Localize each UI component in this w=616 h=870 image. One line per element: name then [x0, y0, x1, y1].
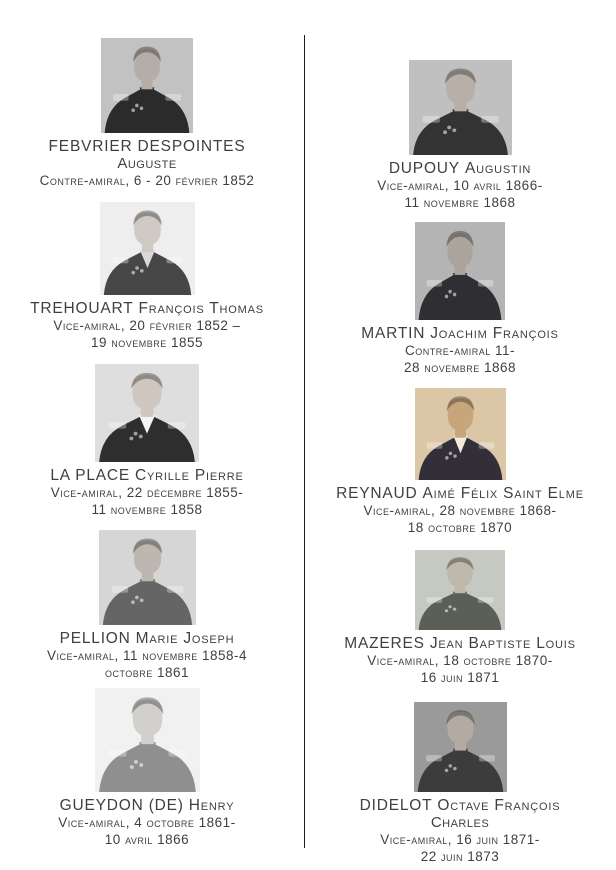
tenure-dates-line2: 22 juin 1873 [420, 849, 500, 864]
given-names: Henry [188, 797, 235, 814]
portrait-trehouart [100, 202, 195, 295]
surname: MARTIN [361, 325, 426, 342]
tenure-dates-line1: Vice-amiral, 18 octobre 1870- [367, 653, 553, 668]
tenure-dates-line2: 28 novembre 1868 [403, 360, 517, 375]
surname: LA PLACE [50, 467, 131, 484]
given-names: Aimé Félix Saint Elme [422, 485, 584, 502]
surname: REYNAUD [336, 485, 418, 502]
surname: PELLION [59, 630, 131, 647]
entry-didelot [316, 702, 604, 865]
admiral-name [49, 138, 246, 155]
given-names-line: Auguste [117, 155, 177, 172]
given-names: Augustin [464, 160, 532, 177]
tenure-dates-line1: Vice-amiral, 11 novembre 1858-4 [46, 648, 248, 663]
portrait-febvrier-despointes [101, 38, 193, 133]
entry-reynaud [316, 388, 604, 536]
given-names-line: Charles [430, 814, 490, 831]
surname: FEBVRIER DESPOINTES [48, 138, 246, 155]
entry-febvrier-despointes [2, 38, 292, 189]
tenure-dates-line1: Vice-amiral, 16 juin 1871- [380, 832, 540, 847]
surname: DIDELOT [359, 797, 433, 814]
tenure-dates-line1: Vice-amiral, 4 octobre 1861- [58, 815, 236, 830]
surname: DUPOUY [388, 160, 460, 177]
entry-mazeres [316, 550, 604, 686]
entry-gueydon [2, 688, 292, 848]
entry-martin [316, 222, 604, 376]
admiral-name [50, 467, 243, 484]
entry-dupouy [316, 60, 604, 211]
admiral-name [360, 797, 561, 814]
portrait-gueydon [95, 688, 200, 792]
column-divider-rule [304, 35, 305, 848]
admiral-name [389, 160, 531, 177]
given-names: Cyrille Pierre [135, 467, 244, 484]
admiral-name [336, 485, 584, 502]
tenure-dates-line1: Vice-amiral, 20 février 1852 – [53, 318, 241, 333]
portrait-la-place [95, 364, 199, 462]
right-column [316, 0, 604, 870]
given-names: François Thomas [138, 300, 264, 317]
admiral-name [361, 325, 558, 342]
tenure-dates-line1: Vice-amiral, 28 novembre 1868- [363, 503, 557, 518]
tenure-dates-line2: 16 juin 1871 [420, 670, 500, 685]
tenure-dates-line1: Contre-amiral 11- [404, 343, 515, 358]
tenure-dates-line1: Vice-amiral, 10 avril 1866- [377, 178, 543, 193]
given-names: Marie Joseph [135, 630, 235, 647]
tenure-dates-line2: 11 novembre 1858 [91, 502, 203, 517]
portrait-didelot [414, 702, 507, 792]
portrait-dupouy [409, 60, 512, 155]
tenure-dates-line2: octobre 1861 [104, 665, 190, 680]
portrait-mazeres [415, 550, 505, 630]
admiral-name [30, 300, 264, 317]
tenure-dates-line1: Contre-amiral, 6 - 20 février 1852 [39, 173, 255, 188]
portrait-martin [415, 222, 505, 320]
given-names: Jean Baptiste Louis [429, 635, 576, 652]
left-column [2, 0, 292, 870]
given-names: Octave François [437, 797, 561, 814]
entry-trehouart [2, 202, 292, 351]
admiral-name [344, 635, 575, 652]
tenure-dates-line2: 10 avril 1866 [104, 832, 190, 847]
given-names: Joachim François [430, 325, 559, 342]
tenure-dates-line2: 18 octobre 1870 [407, 520, 513, 535]
surname: TREHOUART [30, 300, 134, 317]
entry-la-place [2, 364, 292, 518]
surname: MAZERES [344, 635, 425, 652]
admiral-name [60, 630, 235, 647]
entry-pellion [2, 530, 292, 681]
tenure-dates-line2: 11 novembre 1868 [404, 195, 516, 210]
tenure-dates-line1: Vice-amiral, 22 décembre 1855- [50, 485, 244, 500]
admiral-name [60, 797, 235, 814]
portrait-reynaud [415, 388, 506, 480]
tenure-dates-line2: 19 novembre 1855 [90, 335, 204, 350]
surname: GUEYDON (DE) [59, 797, 184, 814]
portrait-pellion [99, 530, 196, 625]
